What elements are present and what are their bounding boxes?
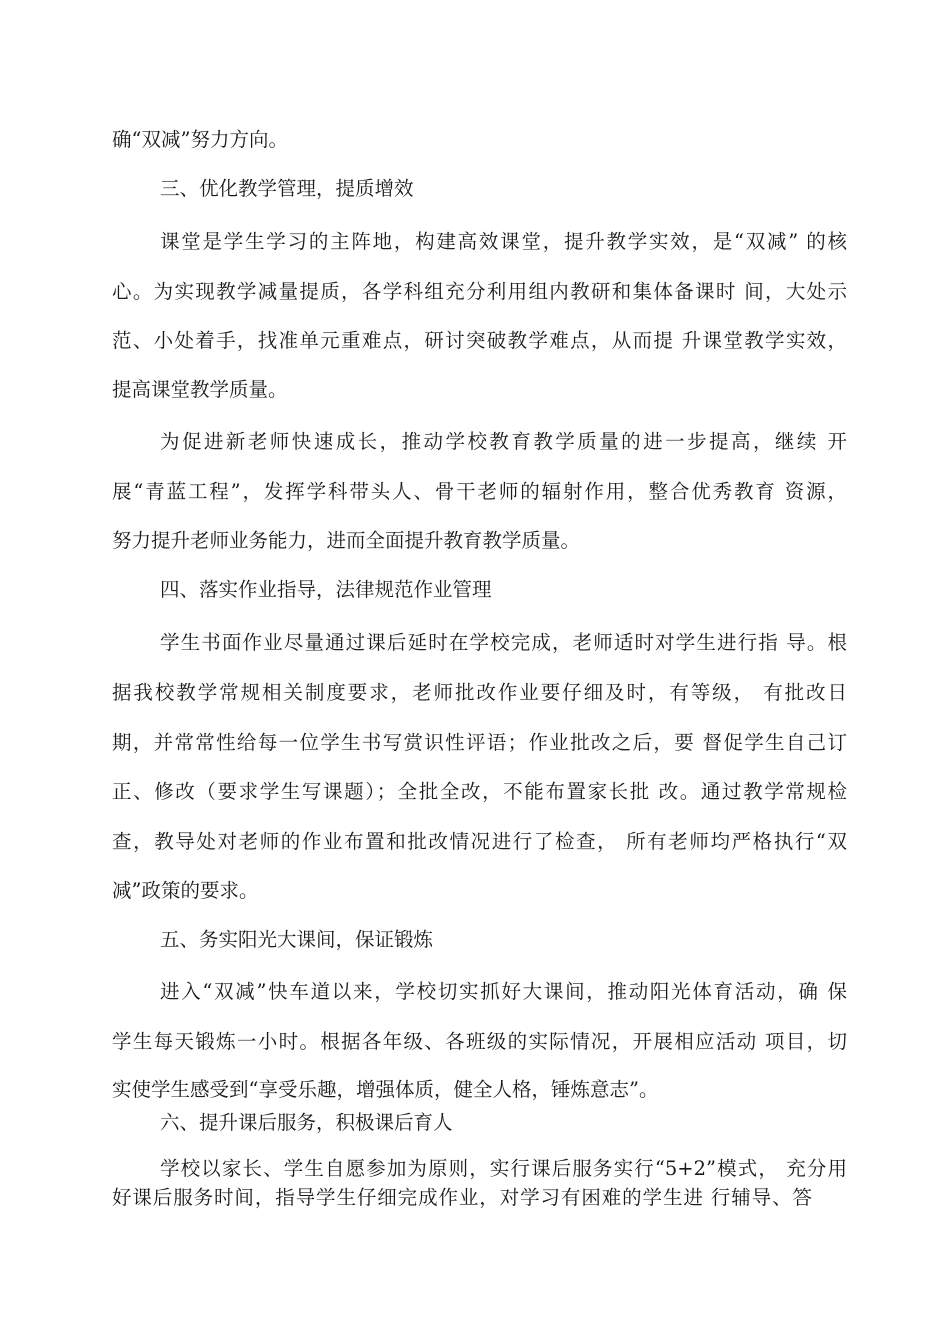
text-line: 确“双减”努力方向。 bbox=[112, 128, 288, 151]
section-heading: 三、优化教学管理，提质增效 bbox=[160, 177, 414, 200]
text-line: 好课后服务时间，指导学生仔细完成作业，对学习有困难的学生进 行辅导、答 bbox=[112, 1186, 812, 1209]
section-heading: 四、落实作业指导，法律规范作业管理 bbox=[160, 578, 492, 601]
text-line: 查，教导处对老师的作业布置和批改情况进行了检查， 所有老师均严格执行“双 bbox=[112, 830, 847, 853]
text-line: 提高课堂教学质量。 bbox=[112, 378, 288, 401]
text-line: 学生书面作业尽量通过课后延时在学校完成，老师适时对学生进行指 导。根 bbox=[160, 631, 847, 654]
text-line: 正、修改（要求学生写课题）；全批全改，不能布置家长批 改。通过教学常规检 bbox=[112, 780, 847, 803]
text-line: 进入“双减”快车道以来，学校切实抓好大课间，推动阳光体育活动，确 保 bbox=[160, 980, 847, 1003]
text-line: 减”政策的要求。 bbox=[112, 879, 259, 902]
text-line: 期，并常常性给每一位学生书写赏识性评语；作业批改之后，要 督促学生自己订 bbox=[112, 731, 847, 754]
section-heading: 五、务实阳光大课间，保证锻炼 bbox=[160, 928, 434, 951]
text-line: 展“青蓝工程”，发挥学科带头人、骨干老师的辐射作用，整合优秀教育 资源， bbox=[112, 480, 847, 503]
text-line: 学校以家长、学生自愿参加为原则，实行课后服务实行“5+2”模式， 充分用 bbox=[160, 1157, 847, 1180]
text-line: 学生每天锻炼一小时。根据各年级、各班级的实际情况，开展相应活动 项目，切 bbox=[112, 1030, 847, 1053]
text-line: 为促进新老师快速成长，推动学校教育教学质量的进一步提高，继续 开 bbox=[160, 430, 847, 453]
text-line: 课堂是学生学习的主阵地，构建高效课堂，提升教学实效，是“双减” 的核 bbox=[160, 230, 847, 253]
text-line: 努力提升老师业务能力，进而全面提升教育教学质量。 bbox=[112, 529, 581, 552]
text-line: 心。为实现教学减量提质，各学科组充分利用组内教研和集体备课时 间，大处示 bbox=[112, 280, 847, 303]
section-heading: 六、提升课后服务，积极课后育人 bbox=[160, 1111, 453, 1134]
text-line: 实使学生感受到“享受乐趣，增强体质，健全人格，锤炼意志”。 bbox=[112, 1078, 659, 1101]
text-line: 范、小处着手，找准单元重难点，研讨突破教学难点，从而提 升课堂教学实效， bbox=[112, 329, 847, 352]
text-line: 据我校教学常规相关制度要求，老师批改作业要仔细及时，有等级， 有批改日 bbox=[112, 681, 847, 704]
